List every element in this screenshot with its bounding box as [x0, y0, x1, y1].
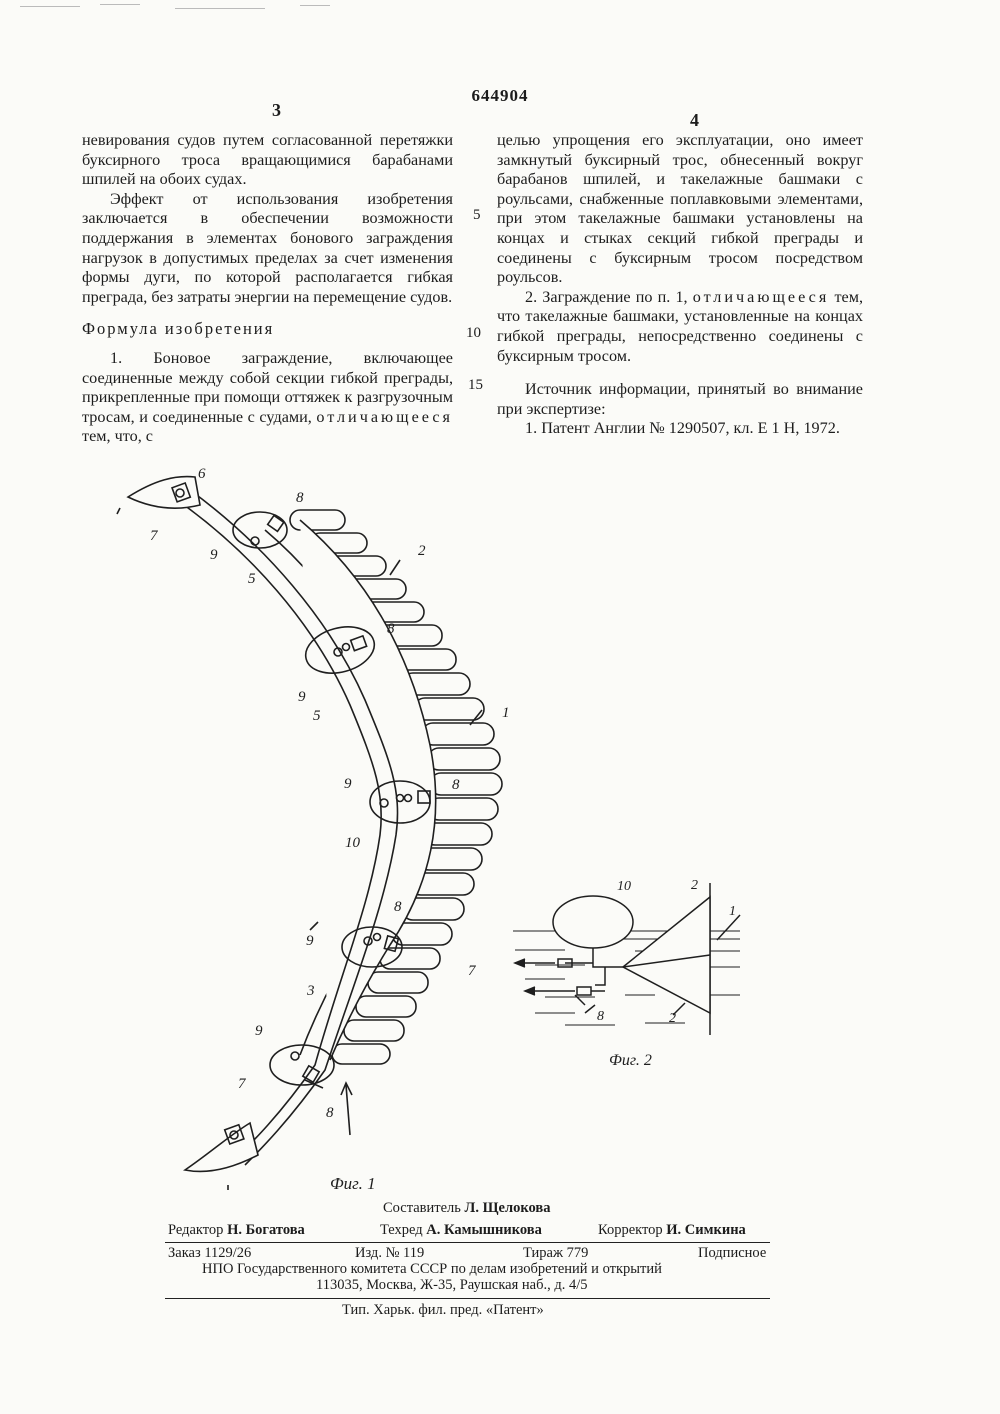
corrector-label: Корректор	[598, 1222, 663, 1238]
left-column	[82, 131, 453, 447]
corrector-line	[598, 1222, 746, 1239]
label-6: 6	[198, 466, 206, 482]
edition-number: Изд. № 119	[355, 1245, 425, 1261]
left-paragraph-2: Эффект от использования изобретения заключается в обеспечении возможности поддержания в элементах бонового заграждения нагрузок в допустимых пределах за счет изменения формы дуги, по которой располагается гибкая преграда, без затраты энергии на перемещение судов.	[82, 189, 453, 306]
claim-1	[82, 349, 453, 447]
fig2-label-8: 8	[597, 1009, 604, 1024]
label-1: 1	[502, 705, 510, 721]
label-9-a: 9	[210, 547, 218, 563]
label-9-e: 9	[255, 1023, 263, 1039]
circulation: Тираж 779	[523, 1245, 589, 1261]
figure-2	[505, 875, 745, 1080]
label-5-b: 5	[313, 708, 321, 724]
figure-1-caption: Фиг. 1	[330, 1174, 376, 1193]
right-page-number: 4	[690, 110, 699, 130]
claim-1-start: 1. Боновое заграждение, включающее соединенные между собой секции гибкой преграды, прикрепленные при помощи оттяжек к разгрузочным тросам, и соединенные с судами,	[82, 348, 453, 426]
figure-2-caption: Фиг. 2	[609, 1052, 652, 1069]
corrector-name: И. Симкина	[666, 1222, 746, 1238]
imprint-rule-top	[165, 1242, 770, 1243]
label-8-d: 8	[394, 899, 402, 915]
wind-arrow	[346, 1085, 350, 1135]
label-3: 3	[307, 983, 315, 999]
imprint-rule-bottom	[165, 1298, 770, 1299]
techred-name: А. Камышникова	[426, 1222, 542, 1238]
label-5-a: 5	[248, 571, 256, 587]
compiler-label: Составитель	[383, 1200, 461, 1216]
organization-line: НПО Государственного комитета СССР по делам изобретений и открытий	[202, 1261, 662, 1277]
compiler-line	[383, 1200, 550, 1217]
claim-1-distinguishing: отличающееся	[316, 407, 454, 426]
label-7-right: 7	[468, 963, 476, 979]
editor-name: Н. Богатова	[227, 1222, 305, 1238]
fig2-label-2-bottom: 2	[669, 1011, 676, 1026]
fig2-label-1: 1	[729, 904, 736, 919]
printer-line: Тип. Харьк. фил. пред. «Патент»	[342, 1302, 544, 1318]
left-page-number: 3	[272, 100, 281, 120]
label-8-c: 8	[452, 777, 460, 793]
scan-mark	[300, 5, 330, 6]
editor-label: Редактор	[168, 1222, 224, 1238]
order-number: Заказ 1129/26	[168, 1245, 252, 1261]
label-8-a: 8	[296, 490, 304, 506]
scan-mark	[175, 8, 265, 9]
subscription: Подписное	[698, 1245, 767, 1261]
compiler-name: Л. Щелокова	[464, 1200, 551, 1216]
label-8-b: 8	[387, 621, 395, 637]
scan-mark	[20, 6, 80, 7]
source-1: 1. Патент Англии № 1290507, кл. Е 1 Н, 1972.	[525, 419, 840, 438]
editor-line	[168, 1222, 305, 1239]
fig2-label-2-top: 2	[691, 878, 698, 893]
line-number-15: 15	[468, 377, 483, 393]
label-7-bottom: 7	[238, 1076, 246, 1092]
label-10: 10	[345, 835, 360, 851]
label-9-b: 9	[298, 689, 306, 705]
address-line: 113035, Москва, Ж-35, Раушская наб., д. 4/5	[316, 1277, 588, 1293]
fig2-label-10: 10	[617, 879, 631, 894]
scan-mark	[100, 4, 140, 5]
claim-1-end: тем, что, с	[82, 427, 153, 446]
label-9-c: 9	[344, 776, 352, 792]
label-9-d: 9	[306, 933, 314, 949]
label-8-e: 8	[326, 1105, 334, 1121]
sources-heading: Источник информации, принятый во внимание при экспертизе:	[497, 380, 863, 418]
techred-label: Техред	[380, 1222, 423, 1238]
claim-2-end: тем, что такелажные башмаки, установленные на концах гибкой преграды, непосредственно соединены с буксирным тросом.	[497, 287, 864, 365]
line-number-5: 5	[473, 207, 481, 223]
right-paragraph-1: целью упрощения его эксплуатации, оно имеет замкнутый буксирный трос, обнесенный вокруг барабанов шпилей, и такелажные башмаки с роульсами, снабженные поплавковыми элементами, при этом такелажные башмаки установлены на концах и стыках секций гибкой преграды и соединены с буксирным тросом посредством роульсов.	[497, 131, 863, 287]
line-number-10: 10	[466, 325, 481, 341]
claim-2-distinguishing: отличающееся	[692, 287, 830, 306]
claim-2-start: 2. Заграждение по п. 1,	[525, 287, 688, 306]
patent-number: 644904	[471, 86, 529, 105]
label-2: 2	[418, 543, 426, 559]
figure-1	[100, 455, 520, 1200]
label-7-top: 7	[150, 528, 158, 544]
claim-2	[497, 288, 863, 366]
ship-bottom	[185, 1123, 258, 1172]
left-paragraph-1: невирования судов путем согласованной перетяжки буксирного троса вращающимися барабанами шпилей на обоих судах.	[82, 131, 453, 189]
techred-line	[380, 1222, 542, 1239]
right-column	[497, 131, 863, 439]
claims-heading: Формула изобретения	[82, 319, 275, 339]
